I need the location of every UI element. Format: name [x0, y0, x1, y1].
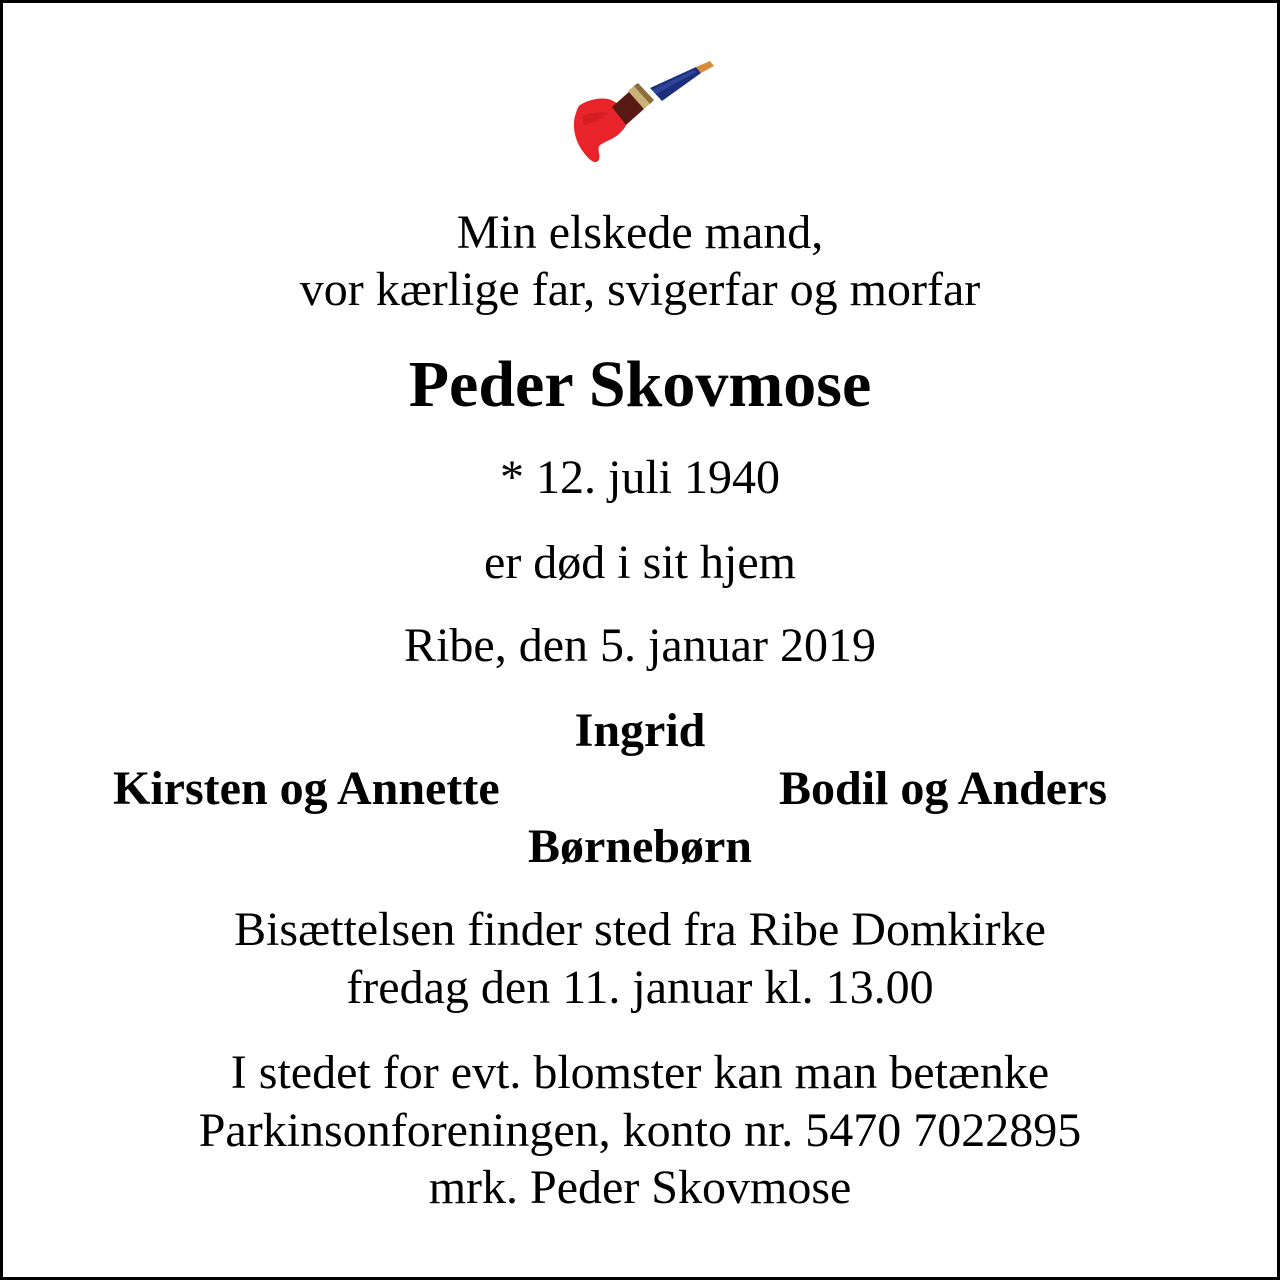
- place-and-date: Ribe, den 5. januar 2019: [404, 619, 876, 672]
- mourner-left: Kirsten og Annette: [113, 762, 500, 815]
- birth-date: * 12. juli 1940: [499, 451, 780, 504]
- intro-line-1: Min elskede mand,: [456, 206, 824, 259]
- donation-line-1: I stedet for evt. blomster kan man betænke: [230, 1046, 1050, 1099]
- funeral-line-1: Bisættelsen finder sted fra Ribe Domkirke: [234, 903, 1046, 956]
- intro-line-2: vor kærlige far, svigerfar og morfar: [299, 263, 981, 316]
- donation-line-3: mrk. Peder Skovmose: [428, 1161, 852, 1214]
- funeral-line-2: fredag den 11. januar kl. 13.00: [346, 961, 934, 1014]
- mourner-spouse: Ingrid: [574, 704, 706, 757]
- mourner-right: Bodil og Anders: [779, 762, 1108, 815]
- donation-line-2: Parkinsonforeningen, konto nr. 5470 7022895: [198, 1104, 1082, 1157]
- deceased-name: Peder Skovmose: [408, 348, 872, 421]
- death-phrase: er død i sit hjem: [484, 536, 796, 589]
- mourner-grandchildren: Børnebørn: [527, 820, 752, 873]
- paintbrush-icon: [568, 61, 718, 171]
